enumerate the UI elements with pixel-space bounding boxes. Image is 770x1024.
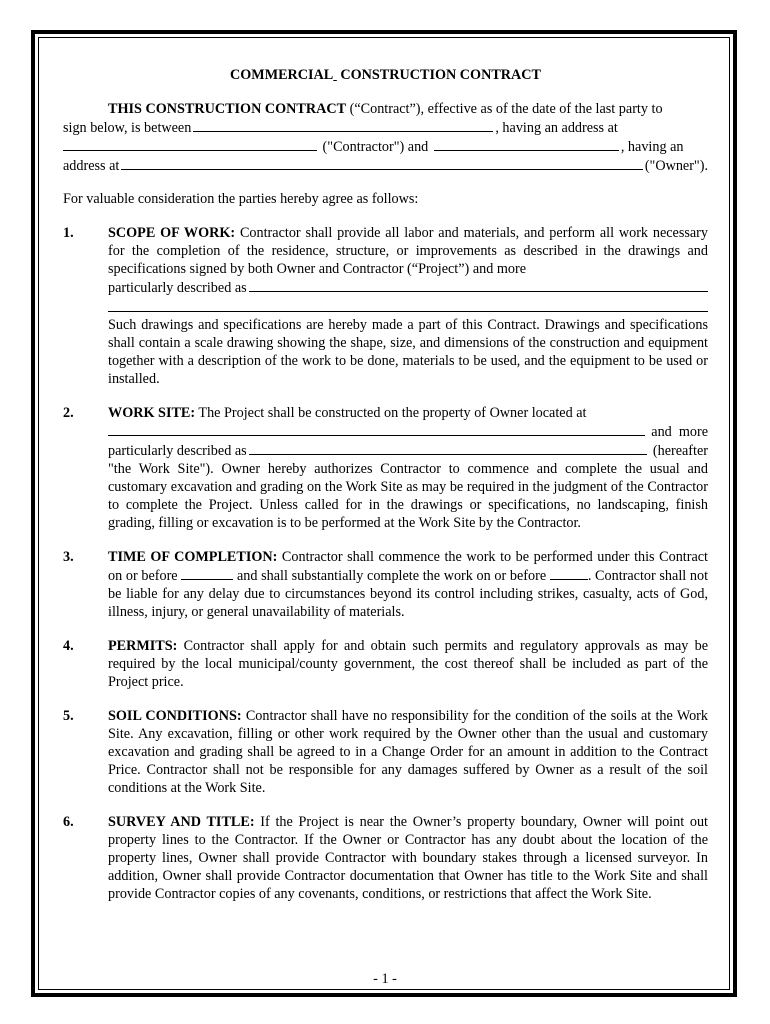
section-heading: SOIL CONDITIONS: — [108, 708, 242, 724]
work-site-address-field[interactable] — [108, 422, 645, 436]
start-date-field[interactable] — [181, 566, 233, 580]
owner-address-field[interactable] — [121, 156, 642, 170]
consideration-clause: For valuable consideration the parties hereby agree as follows: — [63, 191, 419, 207]
section-survey-and-title: 6. SURVEY AND TITLE: If the Project is near the Owner’s property boundary, Owner will point out property lines to the Contractor. If the Owner or Contractor has any doubt about the location of the property lines, Owner shall provide Contractor with boundary stakes through a licensed surveyor. In addition, Owner shall provide Contractor documentation that Owner has title to the Work Site and shall provide Contractor copies of any covenants, conditions, or restrictions that affect the Work Site. — [63, 814, 708, 902]
work-site-address-line: and more — [108, 422, 708, 441]
work-site-description-field[interactable] — [249, 441, 647, 455]
project-description-line: particularly described as — [108, 278, 708, 297]
contractor-address-field[interactable] — [63, 137, 317, 151]
project-description-field[interactable] — [249, 278, 708, 292]
contract-body — [63, 66, 708, 903]
section-scope-of-work: 1. SCOPE OF WORK: Contractor shall provide all labor and materials, and perform all work necessary for the completion of the residence, structure, or improvements as described in the drawings and specifications signed by both Owner and Contractor (“Project”) and more particularly described as Such drawings and specifications are hereby made a part of this Contract. Drawings and specifications shall contain a scale drawing showing the shape, size, and dimensions of the construction and equipment together with a description of the work to be done, materials to be used, and the equipment to be used or installed. — [63, 225, 708, 387]
section-number: 2. — [63, 405, 74, 421]
intro-line-2: sign below, is between , having an address at — [63, 120, 618, 136]
section-number: 1. — [63, 225, 74, 241]
intro-line-3: ("Contractor") and , having an — [63, 137, 708, 156]
document-title: COMMERCIAL CONSTRUCTION CONTRACT — [230, 67, 541, 83]
section-number: 6. — [63, 814, 74, 830]
page-number: - 1 - — [373, 971, 397, 987]
intro-line-4: address at ("Owner"). — [63, 158, 708, 174]
work-site-description-line: particularly described as (hereafter — [108, 443, 708, 459]
section-heading: SURVEY AND TITLE: — [108, 814, 255, 830]
section-heading: TIME OF COMPLETION: — [108, 549, 278, 565]
section-number: 4. — [63, 638, 74, 654]
section-number: 5. — [63, 708, 74, 724]
section-permits: 4. PERMITS: Contractor shall apply for and obtain such permits and regulatory approvals as may be required by the local municipal/county government, the cost thereof shall be included as part of the Project price. — [63, 638, 708, 690]
section-heading: SCOPE OF WORK: — [108, 225, 236, 241]
section-heading: WORK SITE: — [108, 405, 196, 421]
contractor-name-field[interactable] — [193, 118, 493, 132]
section-heading: PERMITS: — [108, 638, 178, 654]
intro-paragraph: THIS CONSTRUCTION CONTRACT (“Contract”), effective as of the date of the last party to — [108, 101, 663, 117]
project-description-field-2[interactable] — [108, 297, 708, 312]
section-work-site: 2. WORK SITE: The Project shall be constructed on the property of Owner located at and more particularly described as (hereafter "the Work Site"). Owner hereby authorizes Contractor to commence and complete the usual and customary excavation and grading on the Work Site as may be required in the judgment of the Contractor to complete the Project. Unless called for in the drawings or specifications, no landscaping, finish grading, filling or excavation is to be performed at the Work Site by the Contractor. — [63, 405, 708, 531]
section-soil-conditions: 5. SOIL CONDITIONS: Contractor shall have no responsibility for the condition of the soils at the Work Site. Any excavation, filling or other work required by the Owner other than the usual and customary excavation and grading shall be agreed to in a Change Order for an amount in addition to the Contract Price. Contractor shall not be responsible for any damages suffered by Owner as a result of the soil conditions at the Work Site. — [63, 708, 708, 796]
completion-date-field[interactable] — [550, 566, 588, 580]
section-number: 3. — [63, 549, 74, 565]
section-time-of-completion: 3. TIME OF COMPLETION: Contractor shall commence the work to be performed under this Contract on or before and shall substantially complete the work on or before . Contractor shall not be liable for any delay due to circumstances beyond its control including strikes, casualty, acts of God, illness, injury, or general unavailability of materials. — [63, 549, 709, 620]
owner-name-field[interactable] — [434, 137, 619, 151]
